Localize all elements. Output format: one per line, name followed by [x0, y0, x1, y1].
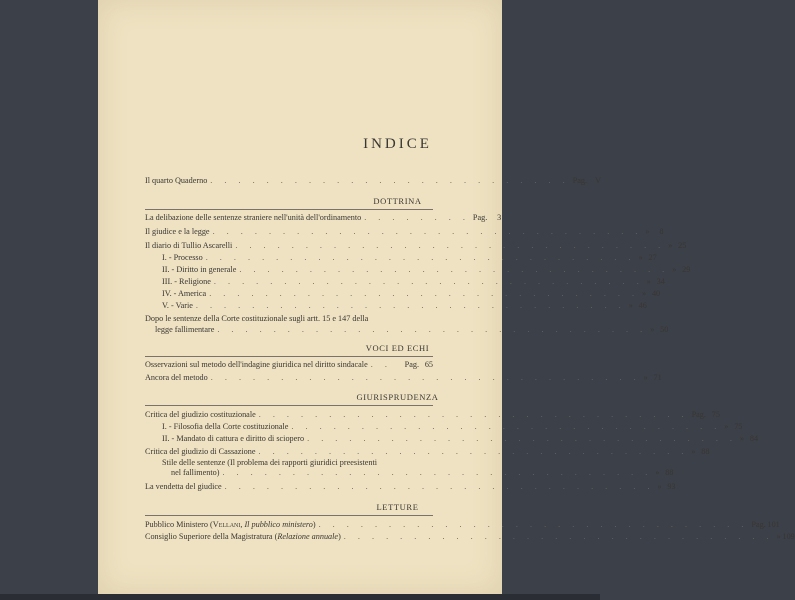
toc-entry: La delibazione delle sentenze straniere nell'unità dell'ordinamento . . . . . . . . Pag. 3	[145, 213, 502, 222]
toc-entry: Critica del giudizio costituzionale . . . . . . . . . . . . . . . . . . . . . . . . . . . . . . . Pag. 75	[145, 410, 720, 419]
toc-subentry: I. - Processo . . . . . . . . . . . . . . . . . . . . . . . . . . . . . . . » 27	[162, 253, 657, 262]
section-heading-dottrina: DOTTRINA	[373, 196, 422, 206]
section-rule	[145, 515, 433, 516]
toc-entry: legge fallimentare . . . . . . . . . . . . . . . . . . . . . . . . . . . . . . . » 50	[155, 325, 669, 334]
toc-entry: Pubblico Ministero (Vellani, Il pubblico ministero) . . . . . . . . . . . . . . . . . . . . . . . . . . . . . . . Pag. 101	[145, 520, 780, 529]
section-heading-voci: VOCI ED ECHI	[365, 343, 430, 353]
page-title: INDICE	[363, 136, 432, 152]
leader-dots: . . . . . . . . . . . . . . . . . . . . . . . . . .	[210, 176, 570, 185]
toc-entry: Il diario di Tullio Ascarelli . . . . . . . . . . . . . . . . . . . . . . . . . . . . . . . » 25	[145, 241, 687, 250]
toc-entry: Ancora del metodo . . . . . . . . . . . . . . . . . . . . . . . . . . . . . . . » 71	[145, 373, 662, 382]
toc-subentry: II. - Diritto in generale . . . . . . . . . . . . . . . . . . . . . . . . . . . . . . . » 29	[162, 265, 691, 274]
section-heading-giurisprudenza: GIURISPRUDENZA	[356, 392, 439, 402]
toc-entry: Critica del giudizio di Cassazione . . . . . . . . . . . . . . . . . . . . . . . . . . . . . . . » 88	[145, 447, 710, 456]
toc-subentry: I. - Filosofia della Corte costituzionale . . . . . . . . . . . . . . . . . . . . . . . . . . . . . . . » 75	[162, 422, 743, 431]
toc-entry: Osservazioni sul metodo dell'indagine giuridica nel diritto sindacale . . Pag. 65	[145, 360, 433, 369]
toc-subentry: II. - Mandato di cattura e diritto di sciopero . . . . . . . . . . . . . . . . . . . . . . . . . . . . . . . » 84	[162, 434, 759, 443]
toc-entry-intro: Il quarto Quaderno . . . . . . . . . . . . . . . . . . . . . . . . . . Pag. V	[145, 176, 602, 185]
section-rule	[145, 405, 433, 406]
toc-subentry: IV. - America . . . . . . . . . . . . . . . . . . . . . . . . . . . . . . . » 40	[162, 289, 661, 298]
toc-entry: Consiglio Superiore della Magistratura (Relazione annuale) . . . . . . . . . . . . . . . . . . . . . . . . . . . . . . . » 109	[145, 532, 795, 541]
section-rule	[145, 209, 433, 210]
toc-entry-line1: Stile delle sentenze (Il problema dei rapporti giuridici preesistenti	[162, 458, 378, 467]
toc-entry-line1: Dopo le sentenze della Corte costituzionale sugli artt. 15 e 147 della	[145, 314, 369, 323]
scan-border	[0, 594, 600, 600]
toc-entry: nel fallimento) . . . . . . . . . . . . . . . . . . . . . . . . . . . . . . . » 88	[171, 468, 674, 477]
toc-entry: Il giudice e la legge . . . . . . . . . . . . . . . . . . . . . . . . . . . . . . . » 8	[145, 227, 664, 236]
toc-subentry: III. - Religione . . . . . . . . . . . . . . . . . . . . . . . . . . . . . . . » 34	[162, 277, 665, 286]
section-heading-letture: LETTURE	[376, 502, 419, 512]
toc-entry: La vendetta del giudice . . . . . . . . . . . . . . . . . . . . . . . . . . . . . . . » 93	[145, 482, 676, 491]
toc-subentry: V. - Varie . . . . . . . . . . . . . . . . . . . . . . . . . . . . . . . » 46	[162, 301, 647, 310]
section-rule	[145, 356, 433, 357]
